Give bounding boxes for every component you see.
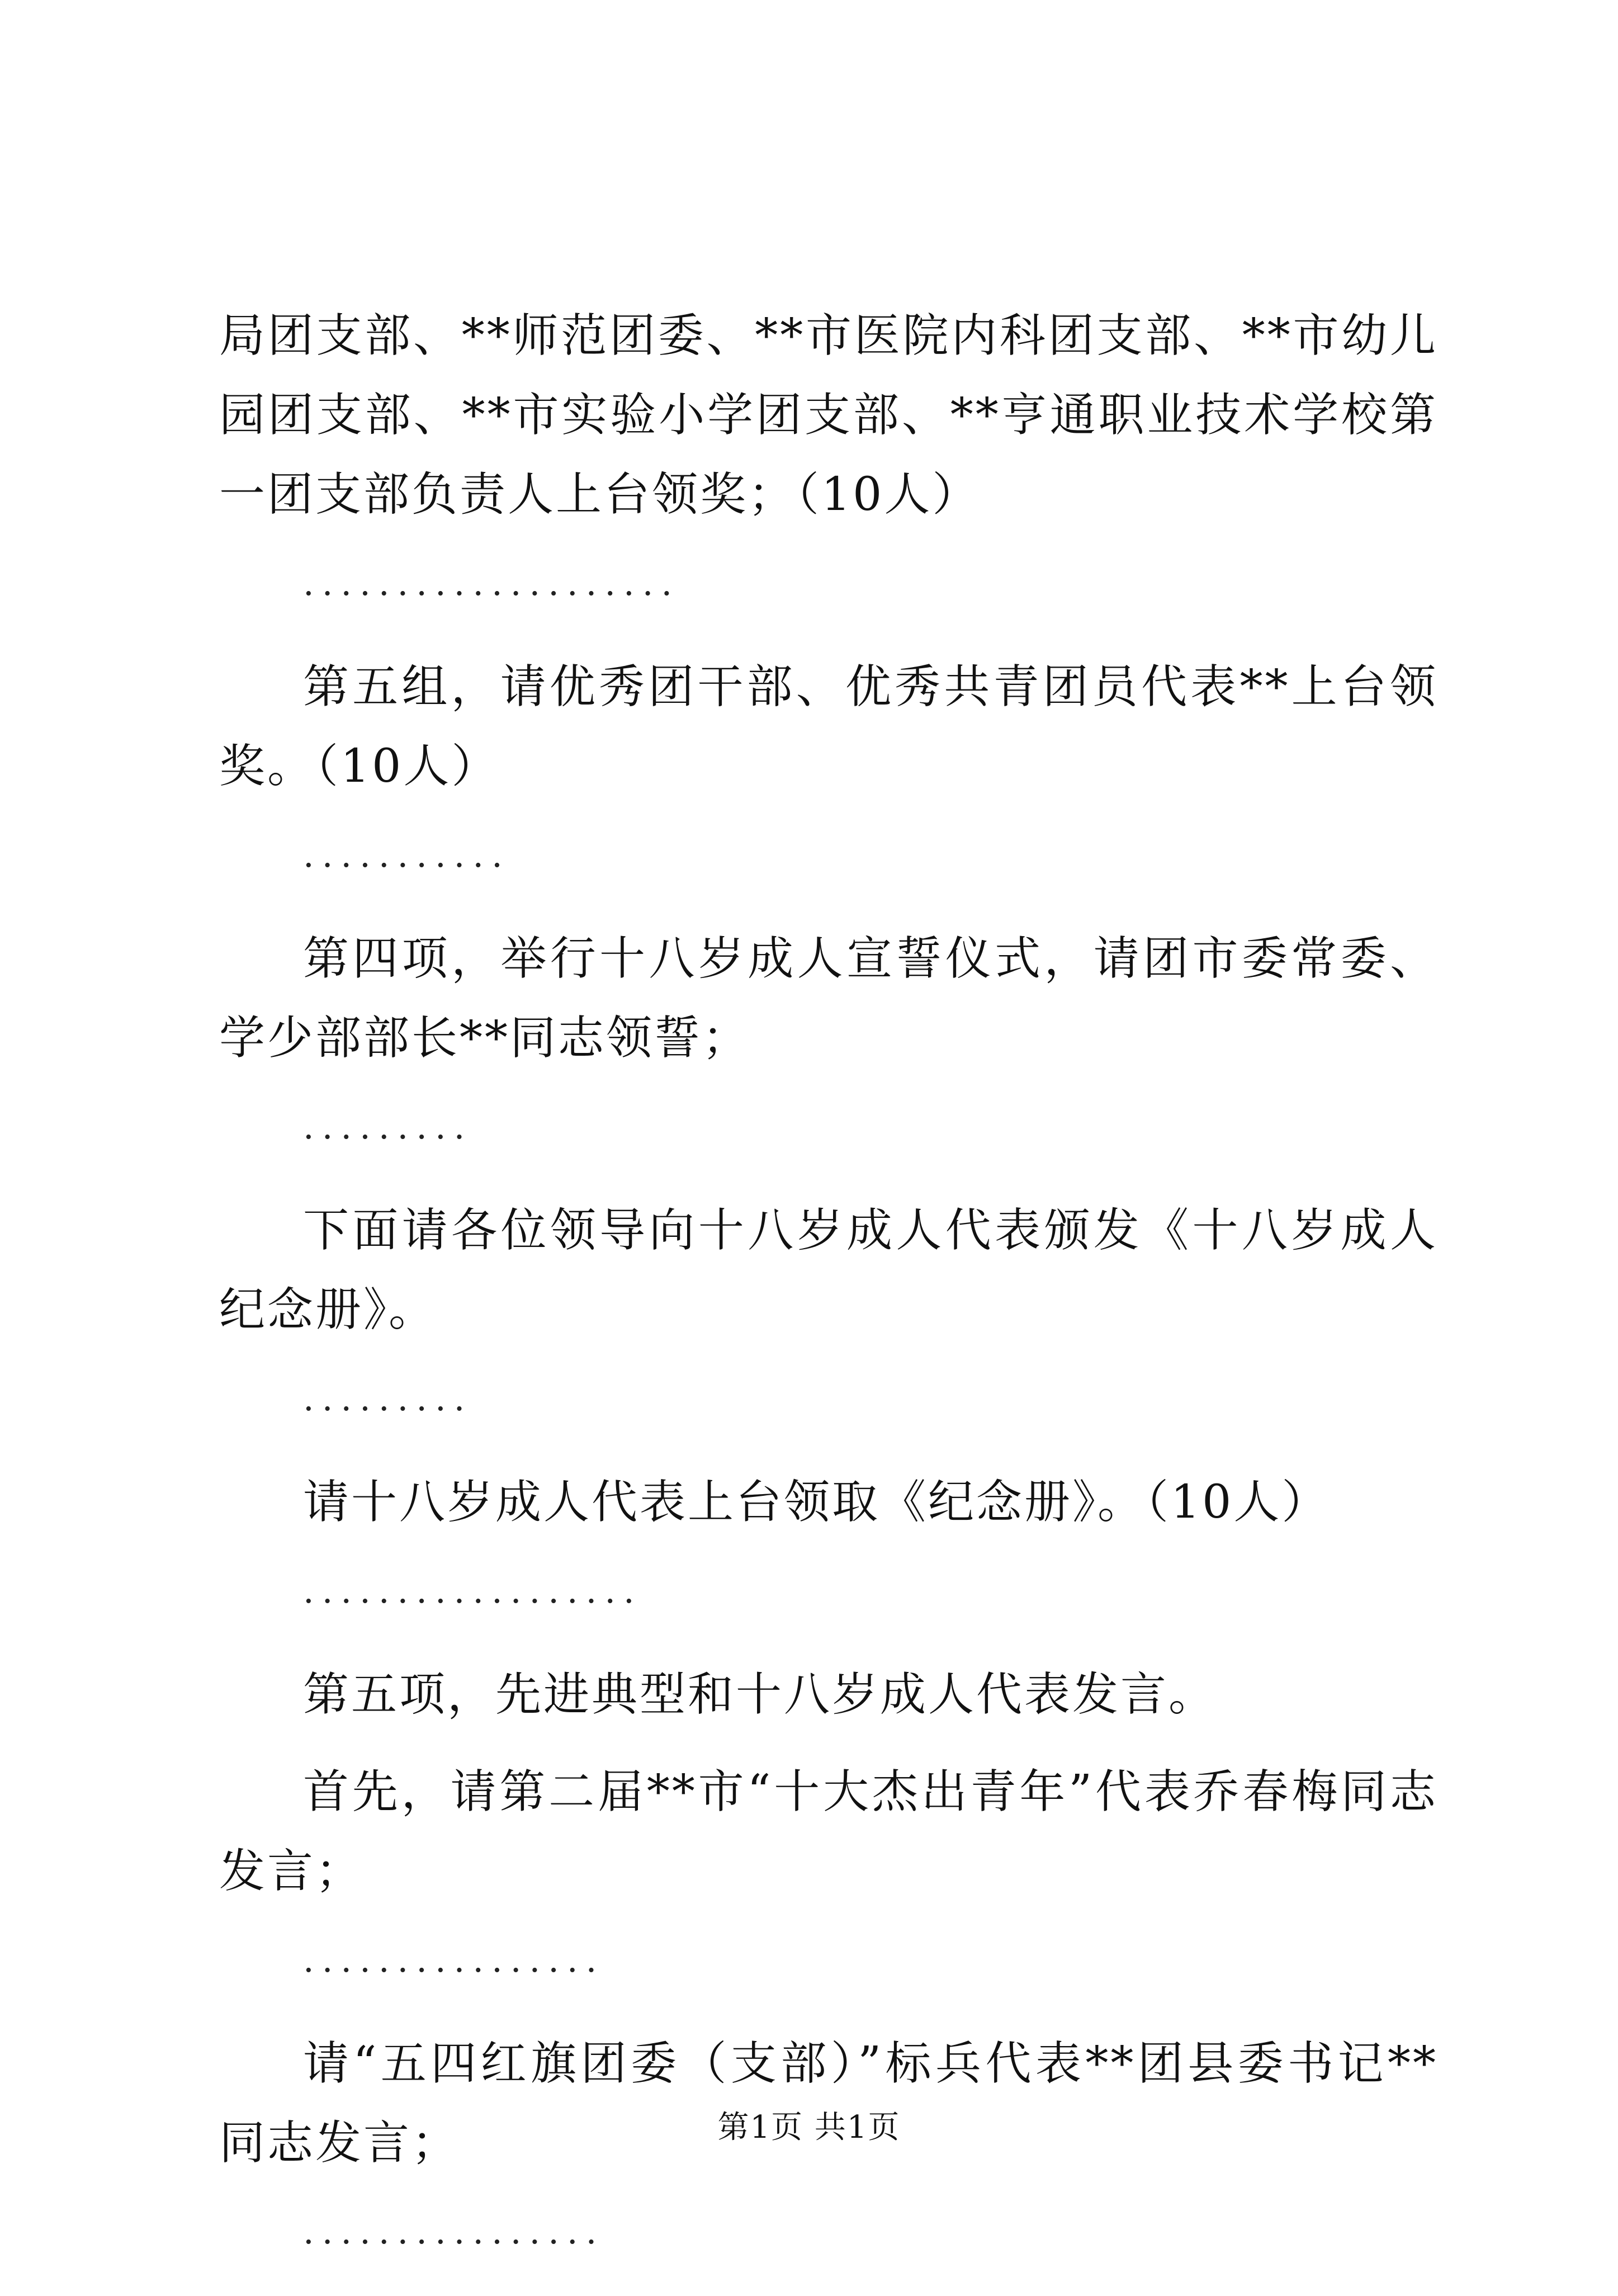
ellipsis-dots: ......... — [303, 1378, 473, 1419]
paragraph-first-speaker: 首先，请第二届**市“十大杰出青年”代表乔春梅同志发言； — [219, 1765, 1438, 1898]
ellipsis-dots: ......... — [303, 1106, 473, 1147]
ellipsis-dots: ........... — [303, 834, 510, 875]
paragraph-award-branches: 局团支部、**师范团委、**市医院内科团支部、**市幼儿园团支部、**市实验小学团支部、**亨通职业技术学校第一团支部负责人上台领奖；（10人） — [219, 309, 1438, 521]
page-footer: 第1页 共1页 — [717, 2109, 901, 2146]
paragraph-item-five-speeches: 第五项，先进典型和十八岁成人代表发言。 — [303, 1668, 1217, 1721]
paragraph-second-speaker: 请“五四红旗团委（支部）”标兵代表**团县委书记**同志发言； — [219, 2037, 1438, 2170]
ellipsis-dots: .................... — [303, 563, 680, 603]
document-body — [219, 296, 1438, 2296]
paragraph-group-five: 第五组，请优秀团干部、优秀共青团员代表**上台领奖。（10人） — [219, 660, 1438, 793]
paragraph-receive-album: 请十八岁成人代表上台领取《纪念册》。（10人） — [303, 1476, 1330, 1529]
ellipsis-dots: ................ — [303, 2211, 605, 2252]
paragraph-item-four-oath: 第四项，举行十八岁成人宣誓仪式，请团市委常委、学少部部长**同志领誓； — [219, 932, 1438, 1065]
ellipsis-dots: ................ — [303, 1939, 605, 1980]
ellipsis-dots: .................. — [303, 1570, 642, 1611]
paragraph-present-album: 下面请各位领导向十八岁成人代表颁发《十八岁成人纪念册》。 — [219, 1204, 1438, 1336]
